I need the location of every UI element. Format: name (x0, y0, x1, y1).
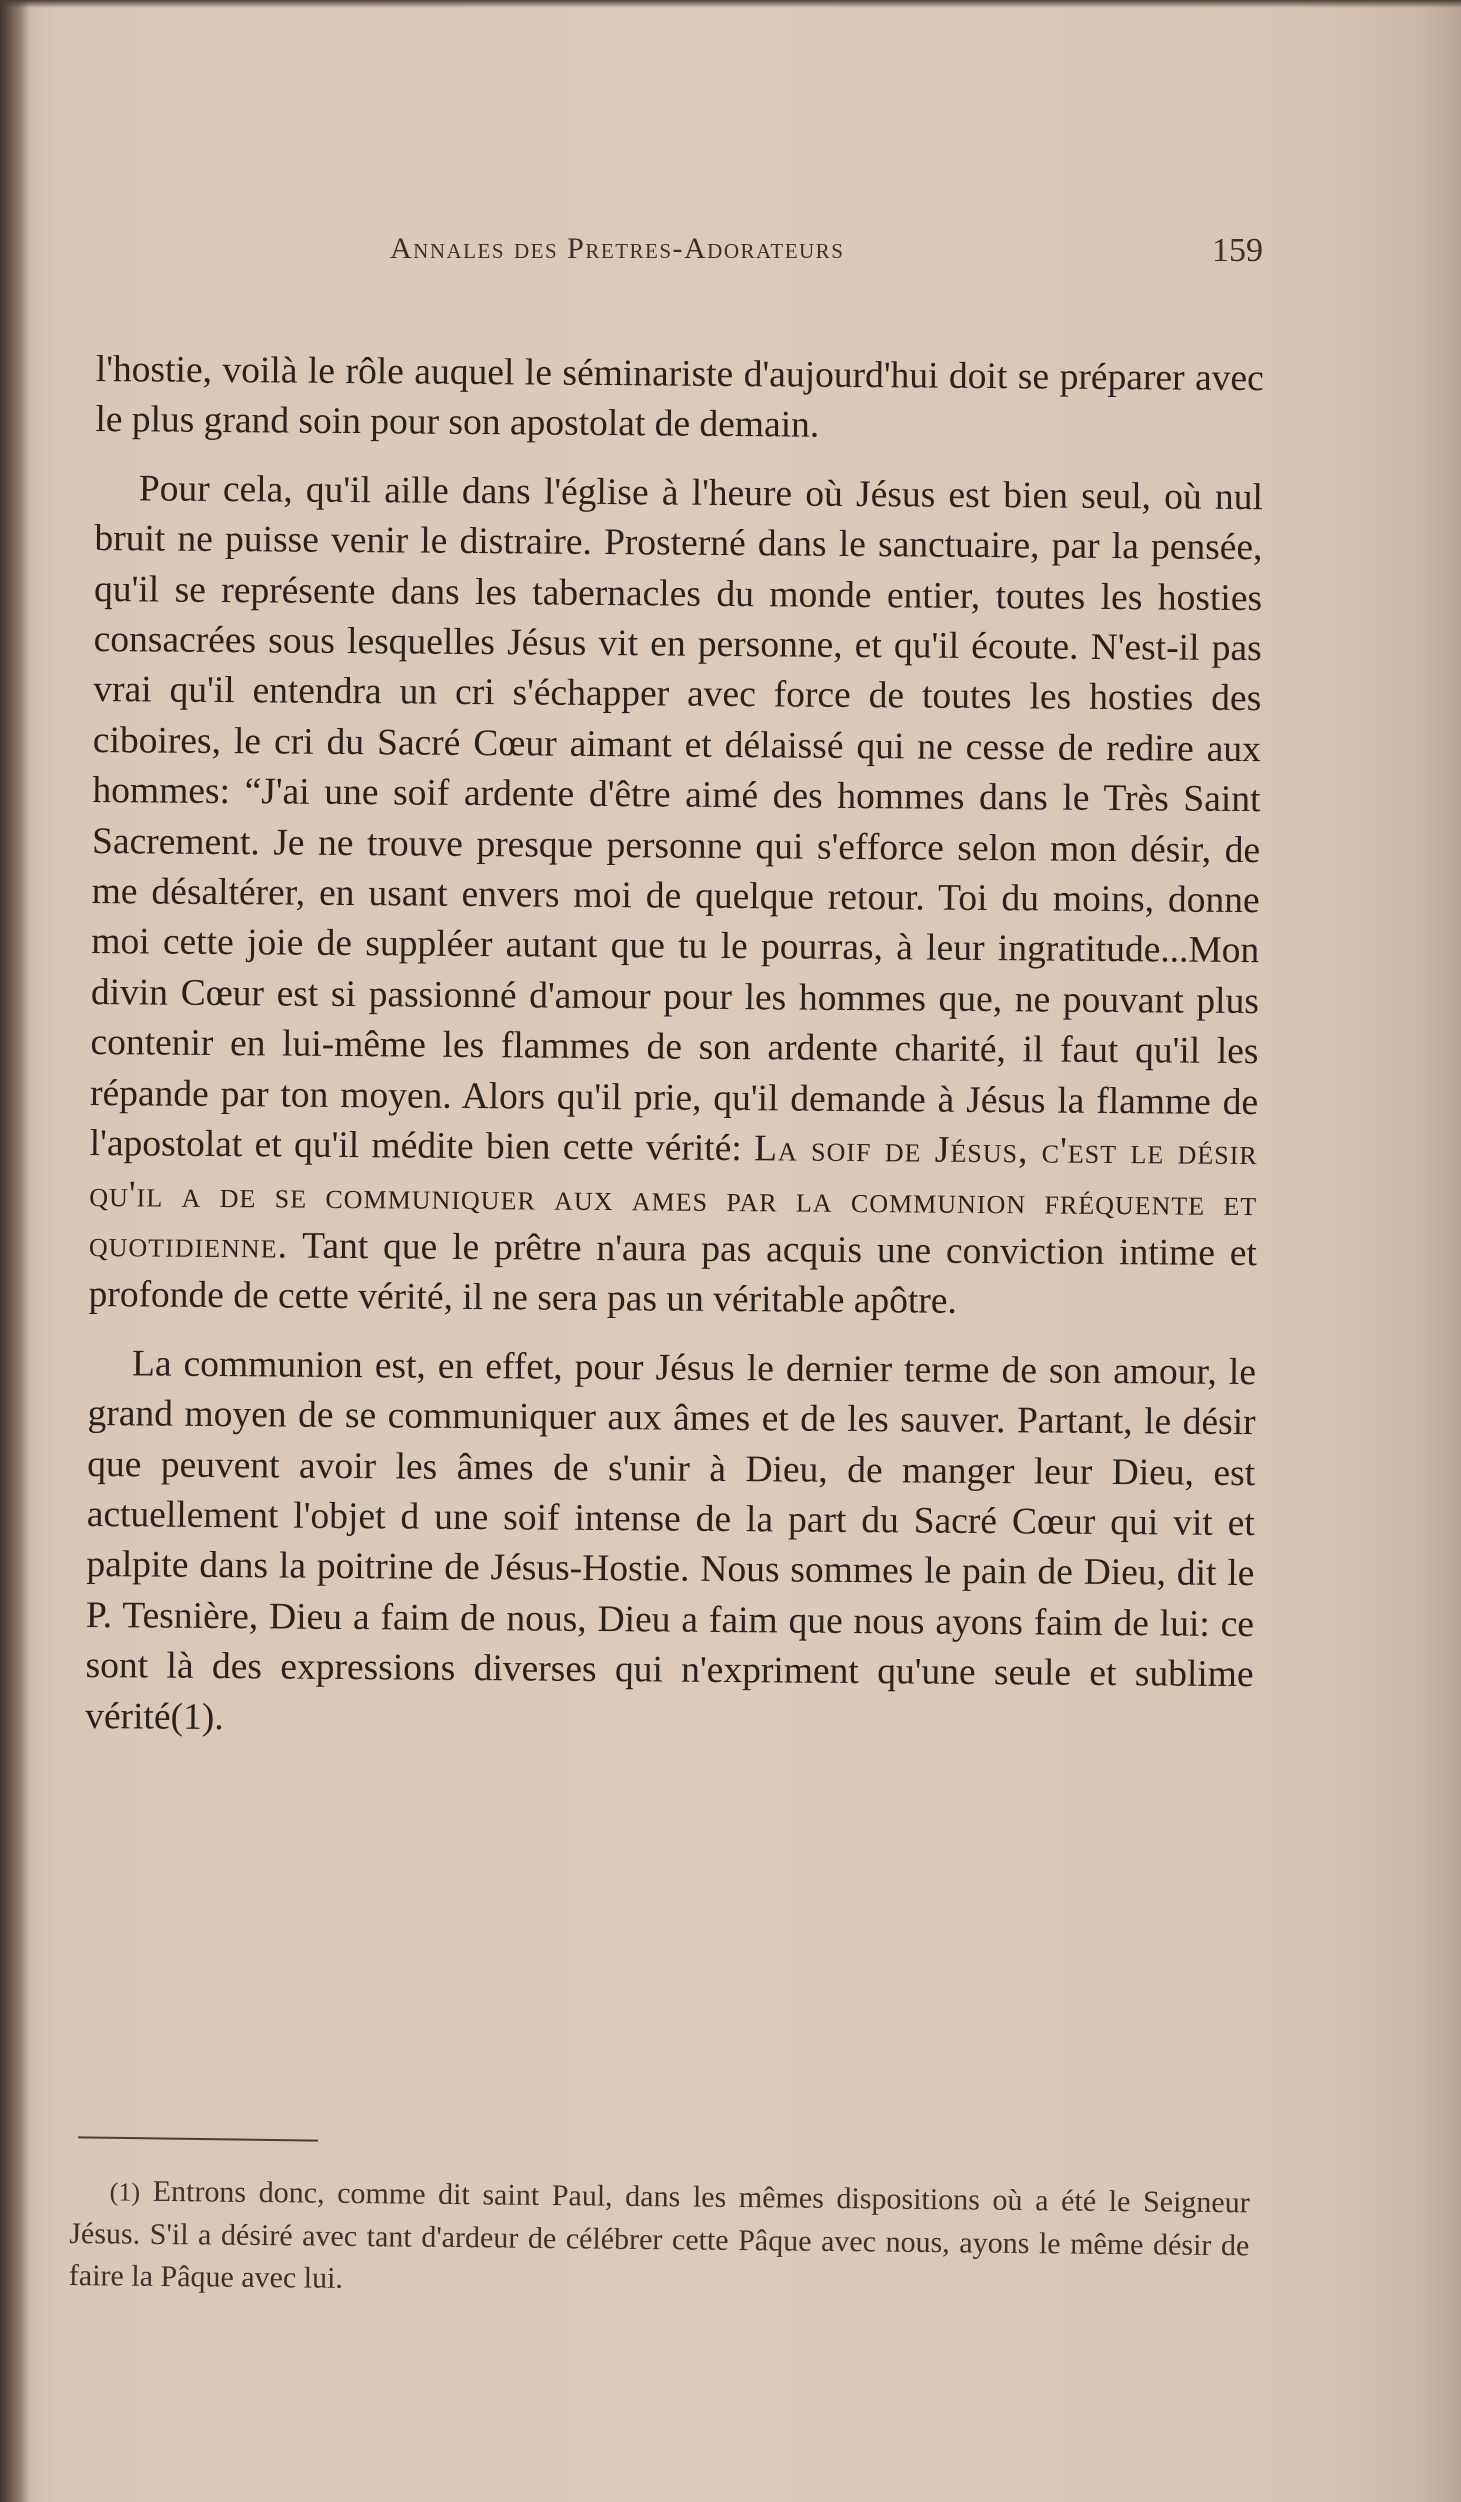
small-caps-emphasis: La soif de Jésus, c'est le désir qu'il a de se communiquer aux ames par la communion fréquente et quotidienne. (88, 1128, 1258, 1267)
page-top-edge (0, 0, 1461, 8)
paragraph-continuation: l'hostie, voilà le rôle auquel le séminariste d'aujourd'hui doit se préparer avec le plus grand soin pour son apostolat de demain. (95, 348, 1264, 447)
footnote-divider (78, 2136, 318, 2141)
page-number: 159 (1212, 232, 1263, 269)
main-text (85, 345, 1264, 1751)
footnote-text: Entrons donc, comme dit saint Paul, dans les mêmes dispositions où a été le Seigneur Jésus. S'il a désiré avec tant d'ardeur de célébrer cette Pâque avec nous, ayons le même désir de faire la Pâque avec lui. (68, 2174, 1250, 2295)
book-gutter-shadow (0, 0, 30, 2502)
running-head: Annales des Pretres-Adorateurs (390, 232, 845, 265)
paragraph-text-lead: Pour cela, qu'il aille dans l'église à l'heure où Jésus est bien seul, où nul bruit ne puisse venir le distraire. Prosterné dans le sanctuaire, par la pensée, qu'il se représente dans les tabernacles du monde entier, toutes les hosties consacrées sous lesquelles Jésus vit en personne, et qu'il écoute. N'est-il pas vrai qu'il entendra un cri s'échapper avec force de toutes les hosties des ciboires, le cri du Sacré Cœur aimant et délaissé qui ne cesse de redire aux hommes: “J'ai une soif ardente d'être aimé des hommes dans le Très Saint Sacrement. Je ne trouve presque personne qui s'efforce selon mon désir, de me désaltérer, en usant envers moi de quelque retour. Toi du moins, donne moi cette joie de suppléer autant que tu le pourras, à leur ingratitude...Mon divin Cœur est si passionné d'amour pour les hommes que, ne pouvant plus contenir en lui-même les flammes de son ardente charité, il faut qu'il les répande par ton moyen. Alors qu'il prie, qu'il demande à Jésus la flamme de l'apostolat et qu'il médite bien cette vérité: (89, 468, 1263, 1170)
footnote (69, 2170, 1250, 2309)
paragraph-soif-de-jesus (88, 464, 1263, 1330)
footnote-marker: (1) (109, 2177, 141, 2207)
paragraph-communion: La communion est, en effet, pour Jésus le dernier terme de son amour, le grand moyen de se communiquer aux âmes et de les sauver. Partant, le désir que peuvent avoir les âmes de s'unir à Dieu, de manger leur Dieu, est actuellement l'objet d une soif intense de la part du Sacré Cœur qui vit et palpite dans la poitrine de Jésus-Hostie. Nous sommes le pain de Dieu, dit le P. Tesnière, Dieu a faim de nous, Dieu a faim que nous ayons faim de lui: ce sont là des expressions diverses qui n'expriment qu'une seule et sublime vérité(1). (85, 1343, 1257, 1738)
paragraph-text-tail: Tant que le prêtre n'aura pas acquis une conviction intime et profonde de cette vérité, il ne sera pas un véritable apôtre. (88, 1225, 1258, 1323)
page-header (0, 232, 1461, 282)
